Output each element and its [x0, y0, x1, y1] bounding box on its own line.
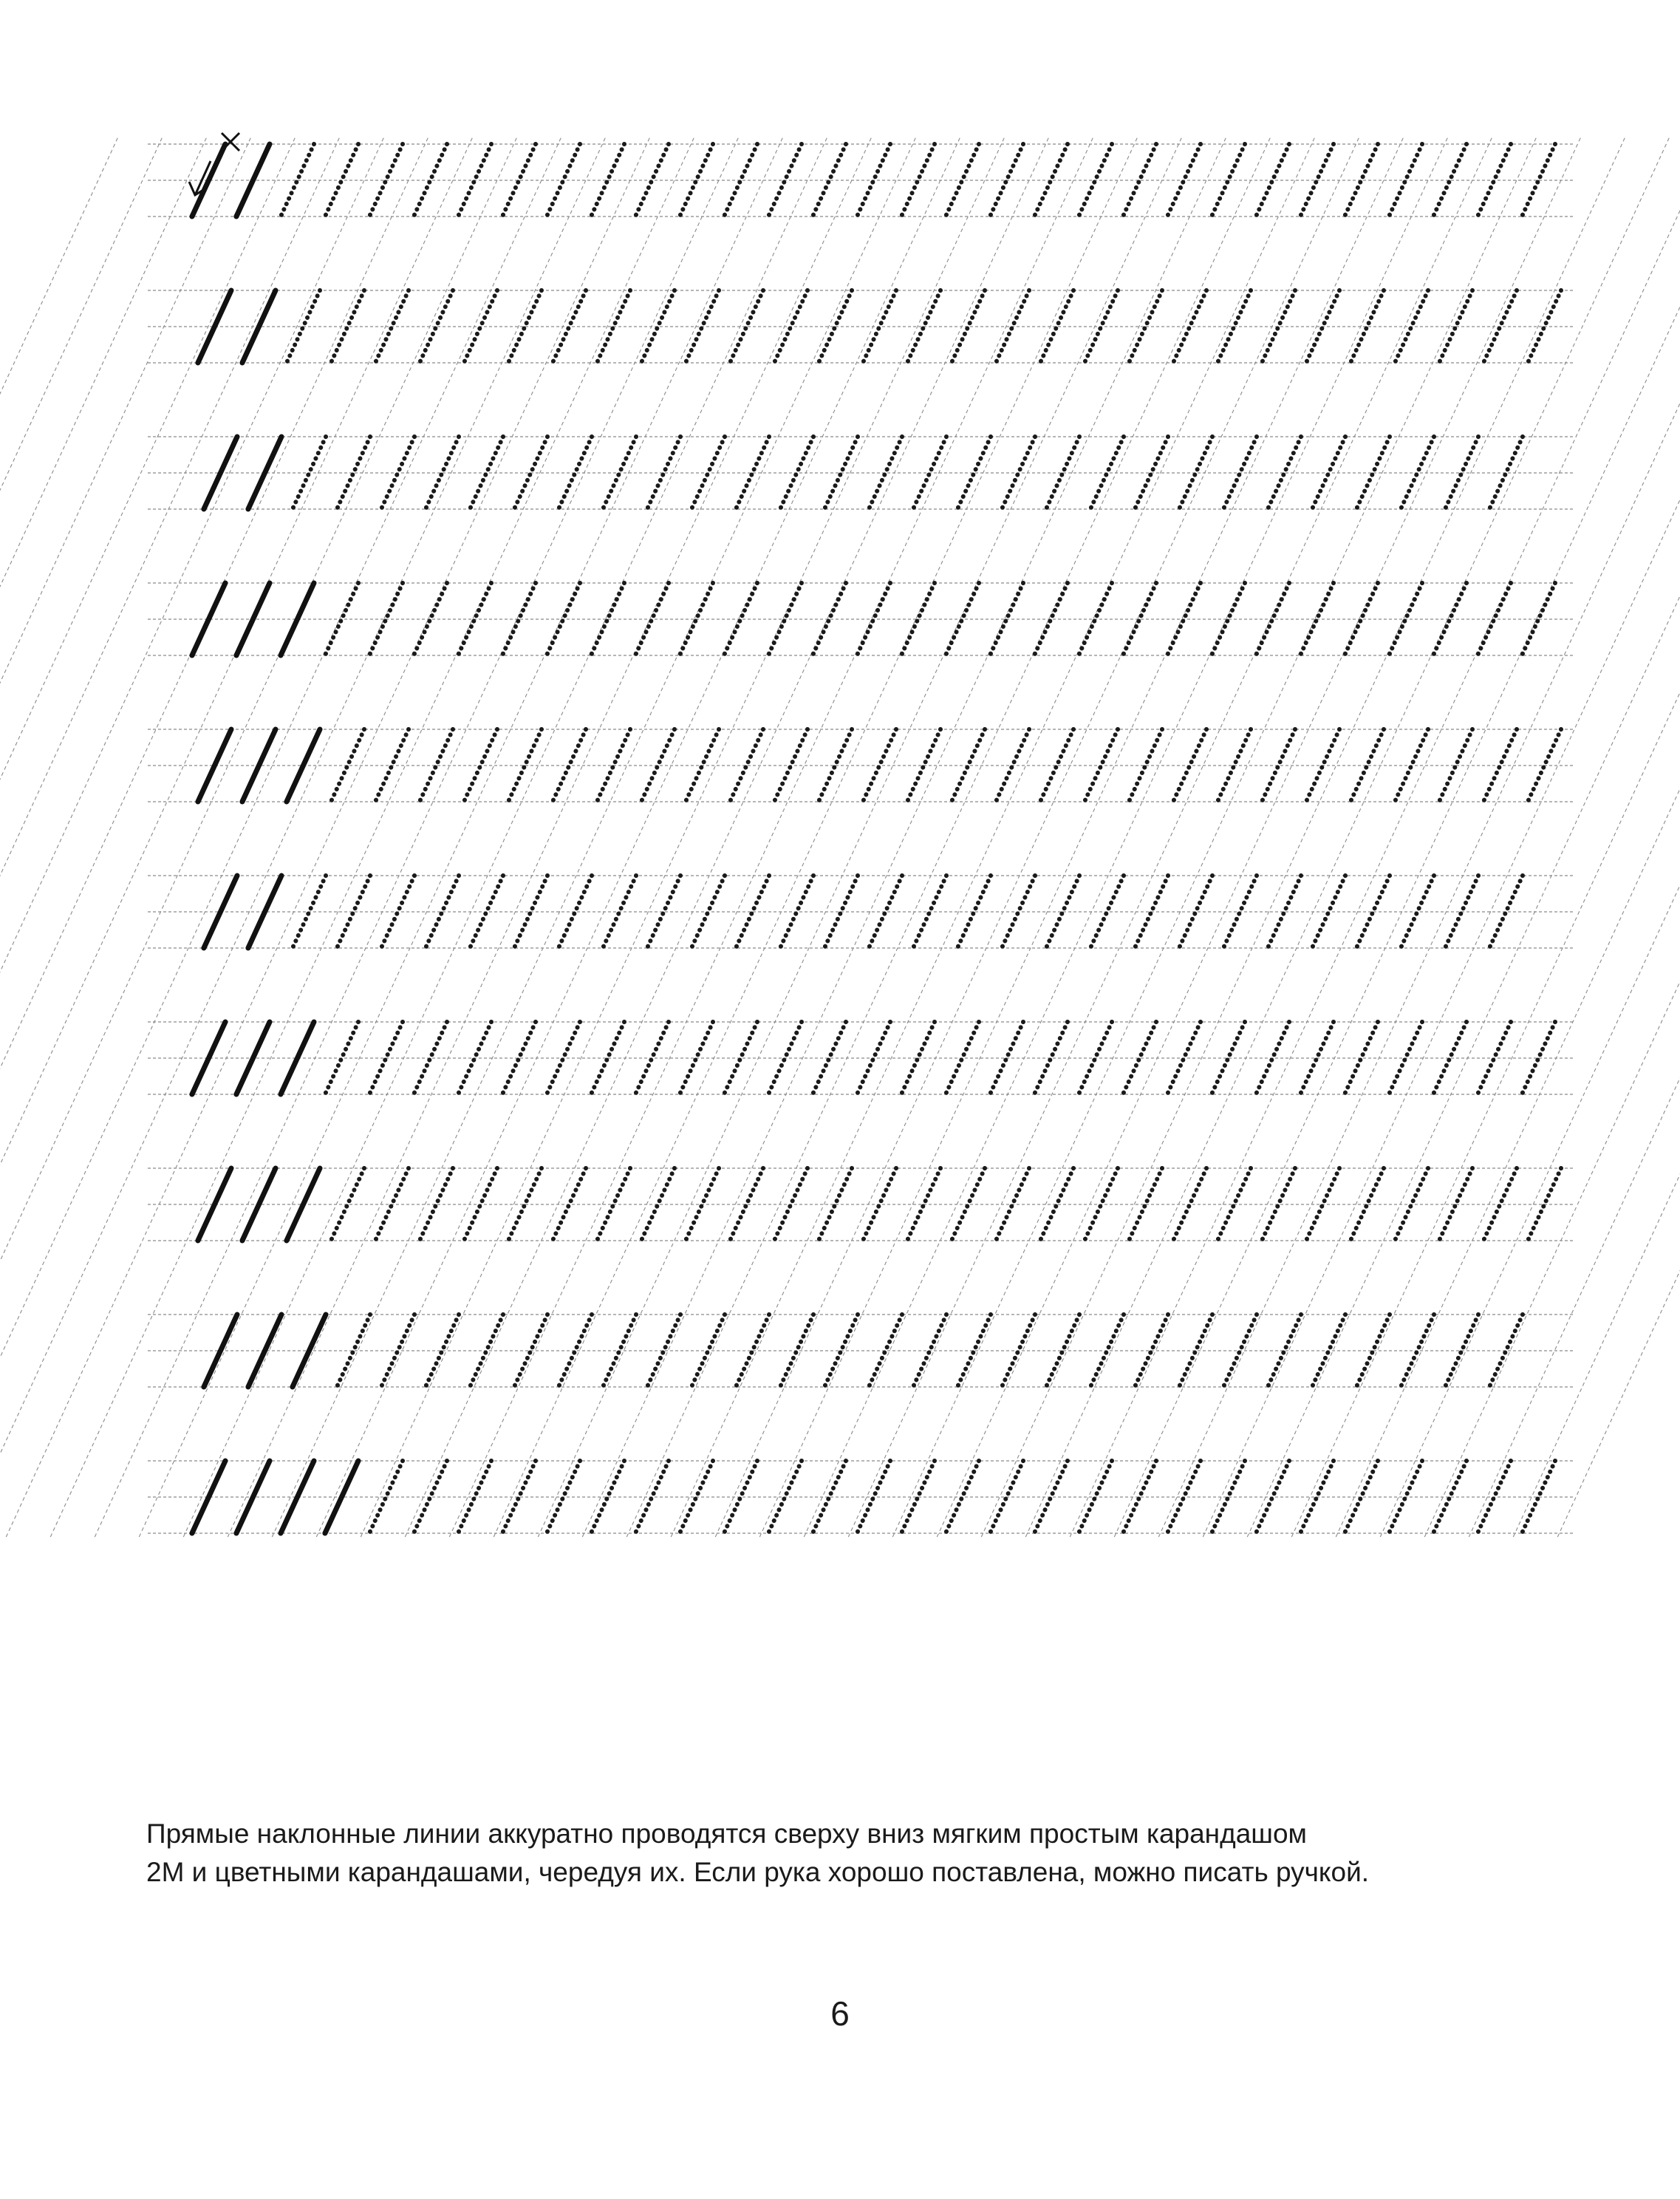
slant-guide: [1513, 137, 1680, 1537]
slant-guide: [449, 137, 1093, 1537]
slant-guide: [538, 137, 1182, 1537]
slant-guide: [1424, 137, 1680, 1537]
slant-guide: [981, 137, 1625, 1537]
slant-guide: [759, 137, 1404, 1537]
slant-guide: [715, 137, 1359, 1537]
slant-guide: [139, 137, 783, 1537]
slant-guide: [1158, 137, 1680, 1537]
slant-guide: [892, 137, 1537, 1537]
slant-guide: [1380, 137, 1680, 1537]
slant-guide: [183, 137, 827, 1537]
slant-guide: [316, 137, 960, 1537]
slant-guide: [0, 137, 384, 1537]
slant-guide: [582, 137, 1226, 1537]
instructions-text: [146, 1815, 1572, 1892]
slant-guide: [848, 137, 1492, 1537]
slant-guide: [0, 137, 517, 1537]
slant-guide: [361, 137, 1005, 1537]
slant-guide: [1025, 137, 1670, 1537]
slant-guide: [6, 137, 650, 1537]
slant-guide: [1557, 137, 1680, 1537]
slant-guide: [1469, 137, 1680, 1537]
slant-guide: [626, 137, 1271, 1537]
slant-guide: [272, 137, 916, 1537]
slant-guide: [50, 137, 694, 1537]
slant-guide: [494, 137, 1138, 1537]
slant-guide: [1114, 137, 1680, 1537]
slant-guide: [0, 137, 207, 1537]
slant-guide: [0, 137, 251, 1537]
slant-guide: [95, 137, 739, 1537]
slant-guide: [0, 137, 118, 1537]
instructions-line-1: Прямые наклонные линии аккуратно проводятся сверху вниз мягким простым карандашом: [146, 1818, 1307, 1849]
slant-guide: [0, 137, 163, 1537]
slant-guide: [405, 137, 1049, 1537]
slant-guide: [937, 137, 1581, 1537]
slant-guide: [1247, 137, 1680, 1537]
slant-guide: [0, 137, 340, 1537]
slant-guide: [1291, 137, 1680, 1537]
slant-guide: [1203, 137, 1680, 1537]
slant-guide: [0, 137, 561, 1537]
page-number: 6: [830, 1994, 850, 2033]
instructions-line-2: 2М и цветными карандашами, чередуя их. Если рука хорошо поставлена, можно писать ручкой.: [146, 1857, 1370, 1887]
slant-guide: [228, 137, 872, 1537]
slant-guide: [804, 137, 1448, 1537]
slant-guide: [0, 137, 606, 1537]
slant-guide: [0, 137, 473, 1537]
slant-guide: [671, 137, 1315, 1537]
slant-guide: [1336, 137, 1680, 1537]
